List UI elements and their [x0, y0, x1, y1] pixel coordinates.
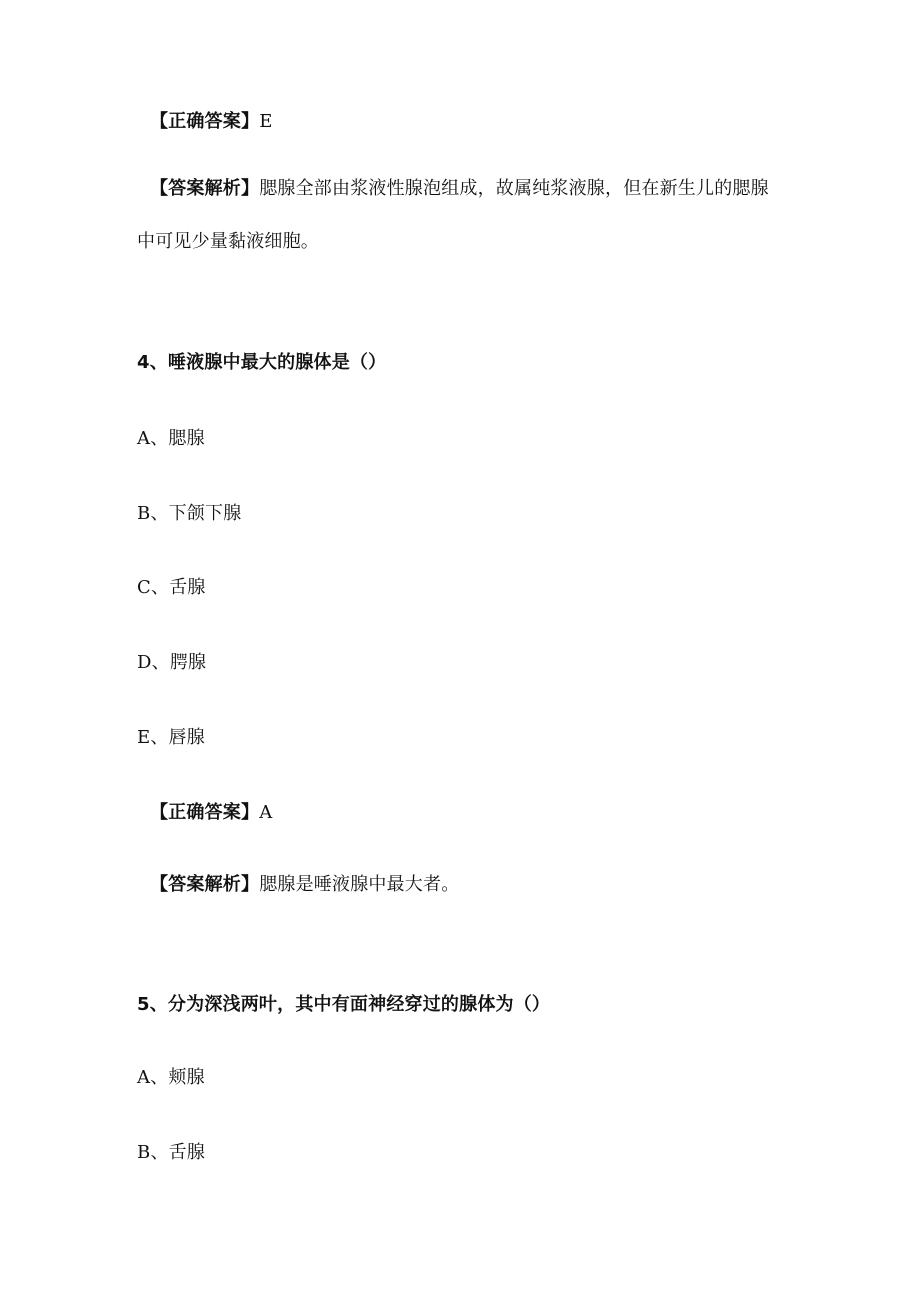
- option-separator: 、: [150, 727, 169, 748]
- question-4-analysis-line: [150, 873, 459, 897]
- question-4-option-b: [137, 502, 241, 526]
- analysis-label: 【答案解析】: [150, 178, 260, 199]
- option-letter: C: [137, 577, 151, 598]
- prev-answer-line: [150, 110, 273, 134]
- option-separator: 、: [150, 577, 170, 598]
- option-letter: A: [137, 428, 151, 449]
- answer-label: 【正确答案】: [150, 802, 260, 823]
- option-letter: E: [137, 727, 151, 748]
- question-4-option-c: [137, 576, 206, 600]
- question-5-title: 5、分为深浅两叶，其中有面神经穿过的腺体为（）: [137, 994, 551, 1015]
- option-text: 舌腺: [169, 577, 206, 598]
- question-4-option-d: [137, 651, 206, 675]
- analysis-label: 【答案解析】: [150, 874, 260, 895]
- option-separator: 、: [150, 1067, 169, 1088]
- option-letter: D: [137, 652, 152, 673]
- question-4-option-e: [137, 726, 205, 750]
- analysis-text: 腮腺是唾液腺中最大者。: [259, 874, 460, 895]
- option-text: 舌腺: [168, 1142, 206, 1163]
- answer-value: A: [259, 802, 273, 823]
- question-4-option-a: [137, 427, 205, 451]
- option-text: 腮腺: [168, 428, 205, 449]
- question-5-option-a: [137, 1066, 205, 1090]
- option-separator: 、: [150, 1142, 169, 1163]
- question-4-answer-line: [150, 801, 272, 825]
- option-text: 腭腺: [169, 652, 207, 673]
- prev-analysis-line-2: [137, 230, 319, 254]
- option-letter: B: [137, 1142, 151, 1163]
- option-letter: A: [137, 1067, 151, 1088]
- option-separator: 、: [150, 428, 169, 449]
- analysis-text: 腮腺全部由浆液性腺泡组成，故属纯浆液腺，但在新生儿的腮腺: [259, 178, 769, 199]
- answer-value: E: [259, 111, 273, 132]
- option-text: 下颌下腺: [168, 503, 242, 524]
- option-separator: 、: [151, 652, 170, 673]
- option-separator: 、: [150, 503, 169, 524]
- question-4-title: 4、唾液腺中最大的腺体是（）: [137, 352, 387, 373]
- question-5-option-b: [137, 1141, 205, 1165]
- option-text: 颊腺: [168, 1067, 205, 1088]
- answer-label: 【正确答案】: [150, 111, 260, 132]
- prev-analysis-line-1: [150, 177, 769, 201]
- option-letter: B: [137, 503, 151, 524]
- option-text: 唇腺: [168, 727, 205, 748]
- analysis-text-continued: 中可见少量黏液细胞。: [137, 231, 319, 252]
